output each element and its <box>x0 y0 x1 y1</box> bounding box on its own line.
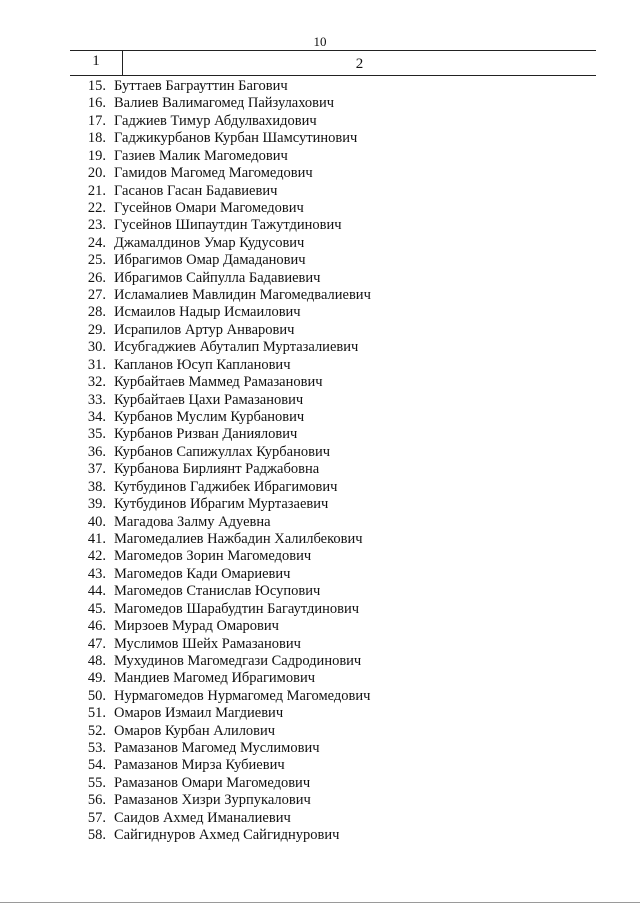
entry-number: 42. <box>87 548 106 565</box>
list-item <box>0 426 371 443</box>
entry-number: 29. <box>87 321 106 338</box>
entry-number: 41. <box>87 530 106 547</box>
entry-number: 20. <box>87 165 106 182</box>
entry-name: Магомедов Станислав Юсупович <box>114 583 321 600</box>
list-item <box>0 148 371 165</box>
list-item <box>0 705 371 722</box>
page-number: 10 <box>313 34 327 49</box>
entry-name: Сайгиднуров Ахмед Сайгиднурович <box>114 827 340 844</box>
entry-number: 28. <box>87 304 106 321</box>
entry-number: 47. <box>87 635 106 652</box>
entry-name: Исмаилов Надыр Исмаилович <box>114 304 301 321</box>
entry-name: Нурмагомедов Нурмагомед Магомедович <box>114 687 371 704</box>
column-header-name: 2 <box>355 56 364 72</box>
entry-name: Гусейнов Омари Магомедович <box>114 199 304 216</box>
entry-name: Исрапилов Артур Анварович <box>114 321 295 338</box>
entry-number: 36. <box>87 443 106 460</box>
entry-name: Магадова Залму Адуевна <box>114 513 271 530</box>
entry-name: Мухудинов Магомедгази Садродинович <box>114 652 362 669</box>
entry-name: Курбайтаев Маммед Рамазанович <box>114 374 323 391</box>
entry-number: 21. <box>87 182 106 199</box>
entry-number: 32. <box>87 374 106 391</box>
entry-name: Исубгаджиев Абуталип Муртазалиевич <box>114 339 359 356</box>
entry-number: 30. <box>87 339 106 356</box>
entry-number: 46. <box>87 618 106 635</box>
list-item <box>0 200 371 217</box>
list-item <box>0 270 371 287</box>
entry-name: Гусейнов Шипаутдин Тажутдинович <box>114 217 342 234</box>
entry-name: Рамазанов Омари Магомедович <box>114 774 311 791</box>
name-list <box>0 78 371 845</box>
list-item <box>0 740 371 757</box>
list-item <box>0 601 371 618</box>
entry-number: 15. <box>87 78 106 94</box>
entry-name: Мандиев Магомед Ибрагимович <box>114 670 316 687</box>
entry-name: Омаров Измаил Магдиевич <box>114 705 284 722</box>
entry-number: 58. <box>87 827 106 844</box>
entry-number: 38. <box>87 478 106 495</box>
list-item <box>0 217 371 234</box>
entry-name: Муслимов Шейх Рамазанович <box>114 635 301 652</box>
entry-name: Магомедов Шарабудтин Багаутдинович <box>114 600 360 617</box>
entry-number: 22. <box>87 199 106 216</box>
list-item <box>0 374 371 391</box>
list-item <box>0 235 371 252</box>
entry-number: 45. <box>87 600 106 617</box>
entry-number: 39. <box>87 496 106 513</box>
entry-number: 52. <box>87 722 106 739</box>
entry-number: 40. <box>87 513 106 530</box>
list-item <box>0 78 371 95</box>
entry-name: Гаджиев Тимур Абдулвахидович <box>114 112 317 129</box>
list-item <box>0 566 371 583</box>
list-item <box>0 165 371 182</box>
page-edge-line <box>0 902 640 903</box>
entry-name: Рамазанов Магомед Муслимович <box>114 740 320 757</box>
entry-number: 43. <box>87 565 106 582</box>
entry-name: Курбанова Бирлиянт Раджабовна <box>114 461 320 478</box>
entry-name: Джамалдинов Умар Кудусович <box>114 234 305 251</box>
list-item <box>0 792 371 809</box>
list-item <box>0 479 371 496</box>
list-item <box>0 113 371 130</box>
list-item <box>0 444 371 461</box>
entry-number: 26. <box>87 269 106 286</box>
list-item <box>0 304 371 321</box>
entry-name: Кутбудинов Гаджибек Ибрагимович <box>114 478 338 495</box>
entry-number: 25. <box>87 252 106 269</box>
entry-number: 23. <box>87 217 106 234</box>
entry-name: Саидов Ахмед Иманалиевич <box>114 809 291 826</box>
list-item <box>0 357 371 374</box>
entry-number: 54. <box>87 757 106 774</box>
list-item <box>0 688 371 705</box>
list-item <box>0 252 371 269</box>
entry-name: Исламалиев Мавлидин Магомедвалиевич <box>114 287 371 304</box>
list-item <box>0 810 371 827</box>
entry-name: Курбанов Муслим Курбанович <box>114 409 305 426</box>
list-item <box>0 322 371 339</box>
list-item <box>0 95 371 112</box>
list-item <box>0 409 371 426</box>
entry-name: Газиев Малик Магомедович <box>114 147 288 164</box>
list-item <box>0 670 371 687</box>
entry-name: Гасанов Гасан Бадавиевич <box>114 182 278 199</box>
entry-number: 19. <box>87 147 106 164</box>
entry-name: Буттаев Баграуттин Багович <box>114 78 288 94</box>
entry-number: 56. <box>87 792 106 809</box>
list-item <box>0 531 371 548</box>
entry-name: Курбанов Сапижуллах Курбанович <box>114 443 331 460</box>
entry-number: 34. <box>87 409 106 426</box>
list-item <box>0 461 371 478</box>
entry-number: 31. <box>87 356 106 373</box>
entry-name: Магомедов Кади Омариевич <box>114 565 291 582</box>
table-header <box>70 50 596 76</box>
entry-name: Ибрагимов Омар Дамаданович <box>114 252 306 269</box>
list-item <box>0 548 371 565</box>
entry-name: Рамазанов Хизри Зурпукалович <box>114 792 311 809</box>
entry-number: 48. <box>87 652 106 669</box>
list-item <box>0 583 371 600</box>
entry-name: Ибрагимов Сайпулла Бадавиевич <box>114 269 321 286</box>
list-item <box>0 653 371 670</box>
entry-name: Мирзоев Мурад Омарович <box>114 618 279 635</box>
column-header-number: 1 <box>92 53 100 69</box>
entry-name: Кутбудинов Ибрагим Муртазаевич <box>114 496 329 513</box>
entry-number: 33. <box>87 391 106 408</box>
entry-number: 44. <box>87 583 106 600</box>
entry-number: 53. <box>87 740 106 757</box>
entry-name: Валиев Валимагомед Пайзулахович <box>114 95 335 112</box>
entry-number: 16. <box>87 95 106 112</box>
entry-name: Курбайтаев Цахи Рамазанович <box>114 391 304 408</box>
entry-name: Рамазанов Мирза Кубиевич <box>114 757 285 774</box>
entry-number: 49. <box>87 670 106 687</box>
entry-number: 18. <box>87 130 106 147</box>
entry-number: 37. <box>87 461 106 478</box>
list-item <box>0 339 371 356</box>
list-item <box>0 757 371 774</box>
list-item <box>0 496 371 513</box>
entry-name: Гаджикурбанов Курбан Шамсутинович <box>114 130 358 147</box>
entry-name: Капланов Юсуп Капланович <box>114 356 291 373</box>
entry-number: 55. <box>87 774 106 791</box>
list-item <box>0 514 371 531</box>
entry-name: Курбанов Ризван Даниялович <box>114 426 298 443</box>
entry-number: 35. <box>87 426 106 443</box>
list-item <box>0 130 371 147</box>
entry-number: 27. <box>87 287 106 304</box>
list-item <box>0 827 371 844</box>
list-item <box>0 723 371 740</box>
entry-name: Гамидов Магомед Магомедович <box>114 165 313 182</box>
entry-number: 51. <box>87 705 106 722</box>
list-item <box>0 775 371 792</box>
list-item <box>0 392 371 409</box>
list-item <box>0 183 371 200</box>
entry-number: 17. <box>87 112 106 129</box>
entry-number: 24. <box>87 234 106 251</box>
entry-number: 57. <box>87 809 106 826</box>
list-item <box>0 636 371 653</box>
entry-name: Магомедов Зорин Магомедович <box>114 548 312 565</box>
entry-name: Омаров Курбан Алилович <box>114 722 276 739</box>
entry-name: Магомедалиев Нажбадин Халилбекович <box>114 530 363 547</box>
list-item <box>0 287 371 304</box>
list-item <box>0 618 371 635</box>
entry-number: 50. <box>87 687 106 704</box>
